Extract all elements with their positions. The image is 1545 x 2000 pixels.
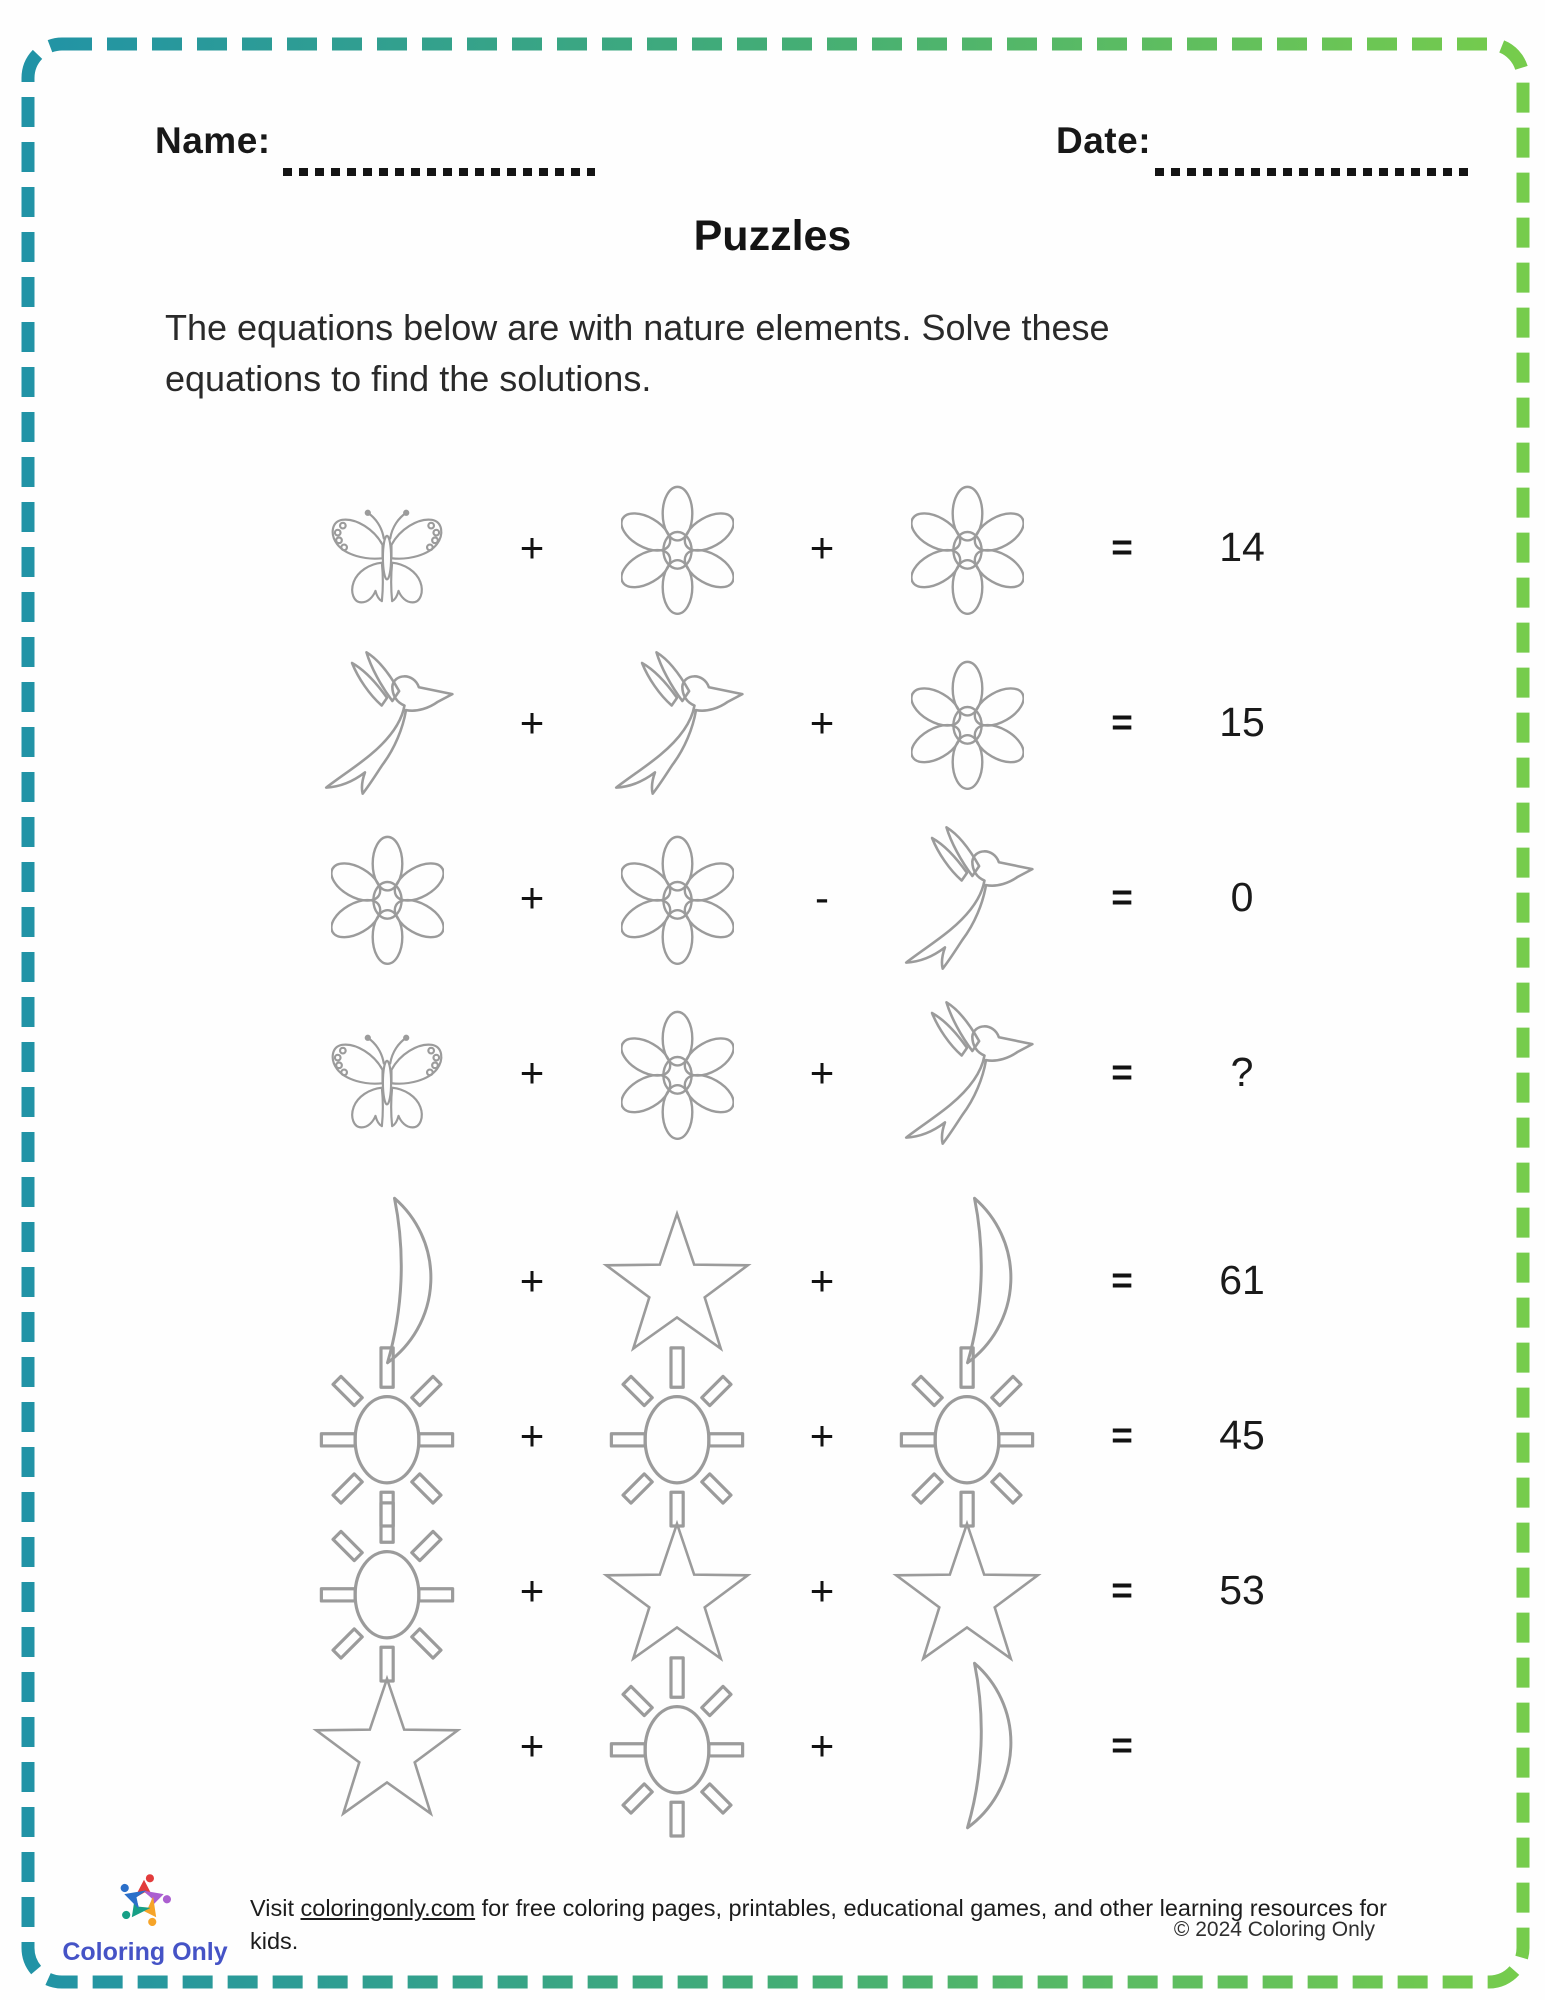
icon-slot-2 <box>562 1652 792 1840</box>
sun-icon <box>602 1652 752 1840</box>
equation-row <box>272 810 1322 985</box>
hummingbird-icon <box>891 997 1043 1149</box>
flower-icon <box>911 477 1024 618</box>
icon-slot-1 <box>272 827 502 968</box>
equals-sign: = <box>1111 1724 1133 1766</box>
icon-slot-3 <box>852 477 1082 618</box>
hummingbird-icon <box>601 647 753 799</box>
plus-operator: + <box>519 1566 545 1614</box>
icon-slot-3 <box>852 1514 1082 1668</box>
equation-row <box>272 1668 1322 1823</box>
hummingbird-icon <box>891 822 1043 974</box>
flower-icon <box>621 827 734 968</box>
icon-slot-2 <box>562 647 792 799</box>
icon-slot-1 <box>272 1012 502 1134</box>
page-title: Puzzles <box>693 212 852 260</box>
answer-value: 45 <box>1219 1412 1265 1458</box>
plus-operator: + <box>519 1721 545 1769</box>
icon-slot-3 <box>852 1342 1082 1530</box>
plus-operator: + <box>809 1256 835 1304</box>
star-icon <box>596 1204 758 1358</box>
star-icon <box>306 1669 468 1823</box>
icon-slot-3 <box>852 1658 1082 1833</box>
equation-row <box>272 635 1322 810</box>
sun-icon <box>312 1497 462 1685</box>
instruction-line-1: The equations below are with nature elements. Solve these <box>165 307 1110 348</box>
equation-row <box>272 460 1322 635</box>
butterfly-icon <box>323 1012 451 1134</box>
plus-operator: + <box>809 523 835 571</box>
equation-row <box>272 985 1322 1160</box>
equation-row <box>272 1203 1322 1358</box>
plus-operator: + <box>809 1048 835 1096</box>
equation-row <box>272 1358 1322 1513</box>
icon-slot-1 <box>272 1497 502 1685</box>
equation-row <box>272 1513 1322 1668</box>
plus-operator: + <box>519 1411 545 1459</box>
answer-value: 53 <box>1219 1567 1265 1613</box>
answer-value: ? <box>1230 1049 1254 1095</box>
name-write-line <box>283 168 595 176</box>
icon-slot-2 <box>562 477 792 618</box>
icon-slot-1 <box>272 487 502 609</box>
icon-slot-3 <box>852 997 1082 1149</box>
equals-sign: = <box>1111 1569 1133 1611</box>
equals-sign: = <box>1111 526 1133 568</box>
flower-icon <box>911 652 1024 793</box>
plus-operator: + <box>519 1256 545 1304</box>
icon-slot-3 <box>852 652 1082 793</box>
footer-note-mid: for free coloring pages, printables, educational games, and other learning resources for <box>475 1895 1387 1921</box>
sun-icon <box>602 1342 752 1530</box>
plus-operator: + <box>519 523 545 571</box>
answer-value: 61 <box>1219 1257 1265 1303</box>
answer-value: 0 <box>1230 874 1254 920</box>
flower-icon <box>621 477 734 618</box>
flower-icon <box>331 827 444 968</box>
logo-text: Coloring Only <box>62 1938 228 1966</box>
plus-operator: + <box>809 1721 835 1769</box>
equals-sign: = <box>1111 1051 1133 1093</box>
star-icon <box>596 1514 758 1668</box>
sun-icon <box>892 1342 1042 1530</box>
star-icon <box>886 1514 1048 1668</box>
plus-operator: + <box>809 1566 835 1614</box>
flower-icon <box>621 1002 734 1143</box>
icon-slot-3 <box>852 822 1082 974</box>
equals-sign: = <box>1111 1259 1133 1301</box>
date-write-line <box>1155 168 1471 176</box>
plus-operator: + <box>519 873 545 921</box>
plus-operator: + <box>809 1411 835 1459</box>
equations-list <box>272 460 1322 1823</box>
name-label: Name: <box>155 120 271 161</box>
answer-value: 15 <box>1219 699 1265 745</box>
moon-icon <box>922 1658 1013 1833</box>
icon-slot-2 <box>562 1514 792 1668</box>
plus-operator: + <box>519 1048 545 1096</box>
equals-sign: = <box>1111 701 1133 743</box>
date-label: Date: <box>1056 120 1152 161</box>
instruction-line-2: equations to find the solutions. <box>165 358 652 400</box>
answer-value: 14 <box>1219 524 1265 570</box>
coloring-only-logo-icon <box>88 1862 200 1936</box>
icon-slot-2 <box>562 1204 792 1358</box>
minus-operator: - <box>815 873 829 921</box>
icon-slot-1 <box>272 1669 502 1823</box>
icon-slot-1 <box>272 647 502 799</box>
footer-note-prefix: Visit <box>250 1895 301 1921</box>
plus-operator: + <box>809 698 835 746</box>
icon-slot-2 <box>562 1342 792 1530</box>
footer-link[interactable]: coloringonly.com <box>300 1895 476 1921</box>
icon-slot-2 <box>562 827 792 968</box>
instruction <box>165 302 1365 405</box>
equals-sign: = <box>1111 876 1133 918</box>
butterfly-icon <box>323 487 451 609</box>
copyright: © 2024 Coloring Only <box>1173 1918 1375 1941</box>
footer-note-last: kids. <box>250 1927 299 1954</box>
icon-slot-2 <box>562 1002 792 1143</box>
plus-operator: + <box>519 698 545 746</box>
hummingbird-icon <box>311 647 463 799</box>
equals-sign: = <box>1111 1414 1133 1456</box>
